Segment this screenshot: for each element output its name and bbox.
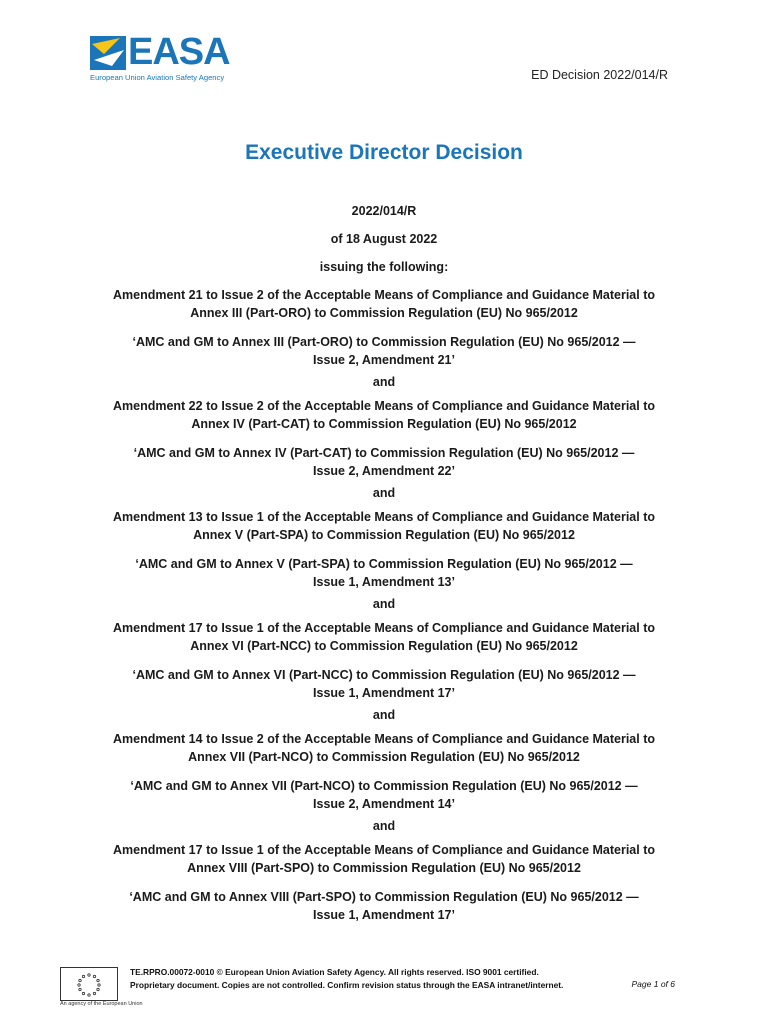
amendment-text: Amendment 13 to Issue 1 of the Acceptable Means of Compliance and Guidance Material to Annex V (Part-SPA) to Commission Regulation (EU) No 965/2012 <box>112 510 656 542</box>
amendment-block <box>70 619 698 702</box>
amendment-text: Amendment 14 to Issue 2 of the Acceptable Means of Compliance and Guidance Material to Annex VII (Part-NCO) to Commission Regulation (EU) No 965/2012 <box>112 732 656 764</box>
amendment-title: ‘AMC and GM to Annex VIII (Part-SPO) to Commission Regulation (EU) No 965/2012 — Issue 1, Amendment 17’ <box>129 890 639 922</box>
and-separator: and <box>372 708 396 722</box>
footer-copyright: TE.RPRO.00072-0010 © European Union Aviation Safety Agency. All rights reserved. ISO 9001 certified. Proprietary document. Copies are not controlled. Confirm revision status through the EASA intranet/internet. <box>130 967 564 990</box>
document-reference: ED Decision 2022/014/R <box>531 68 668 82</box>
and-separator: and <box>372 375 396 389</box>
amendment-block <box>70 508 698 591</box>
logo-subtitle: European Union Aviation Safety Agency <box>90 73 225 82</box>
page-footer <box>60 964 720 1014</box>
amendment-text: Amendment 17 to Issue 1 of the Acceptable Means of Compliance and Guidance Material to Annex VIII (Part-SPO) to Commission Regulation (EU) No 965/2012 <box>112 843 656 875</box>
and-separator: and <box>372 597 396 611</box>
amendment-block <box>70 730 698 813</box>
amendment-text: Amendment 17 to Issue 1 of the Acceptable Means of Compliance and Guidance Material to Annex VI (Part-NCC) to Commission Regulation (EU) No 965/2012 <box>112 621 656 653</box>
eu-caption: An agency of the European Union <box>60 1001 143 1007</box>
amendment-block <box>70 841 698 924</box>
amendment-text: Amendment 21 to Issue 2 of the Acceptable Means of Compliance and Guidance Material to Annex III (Part-ORO) to Commission Regulation (EU) No 965/2012 <box>112 288 656 320</box>
eu-flag-icon <box>60 967 118 1001</box>
page-number: Page 1 of 6 <box>631 979 675 989</box>
amendment-block <box>70 286 698 369</box>
logo-wordmark: EASA <box>128 31 230 73</box>
amendment-title: ‘AMC and GM to Annex IV (Part-CAT) to Commission Regulation (EU) No 965/2012 — Issue 2, Amendment 22’ <box>133 446 635 478</box>
easa-wing-icon <box>90 36 126 70</box>
amendment-title: ‘AMC and GM to Annex VI (Part-NCC) to Commission Regulation (EU) No 965/2012 — Issue 1, Amendment 17’ <box>132 668 636 700</box>
amendment-block <box>70 397 698 480</box>
and-separator: and <box>372 819 396 833</box>
easa-logo <box>90 31 230 86</box>
amendment-title: ‘AMC and GM to Annex V (Part-SPA) to Commission Regulation (EU) No 965/2012 — Issue 1, Amendment 13’ <box>135 557 633 589</box>
decision-body <box>70 202 698 928</box>
page-title: Executive Director Decision <box>245 141 523 164</box>
amendment-text: Amendment 22 to Issue 2 of the Acceptable Means of Compliance and Guidance Material to Annex IV (Part-CAT) to Commission Regulation (EU) No 965/2012 <box>112 399 656 431</box>
decision-issuing: issuing the following: <box>319 260 449 274</box>
and-separator: and <box>372 486 396 500</box>
amendment-title: ‘AMC and GM to Annex III (Part-ORO) to Commission Regulation (EU) No 965/2012 — Issue 2, Amendment 21’ <box>132 335 636 367</box>
decision-number: 2022/014/R <box>351 204 417 218</box>
decision-date: of 18 August 2022 <box>330 232 438 246</box>
amendment-title: ‘AMC and GM to Annex VII (Part-NCO) to Commission Regulation (EU) No 965/2012 — Issue 2, Amendment 14’ <box>130 779 638 811</box>
